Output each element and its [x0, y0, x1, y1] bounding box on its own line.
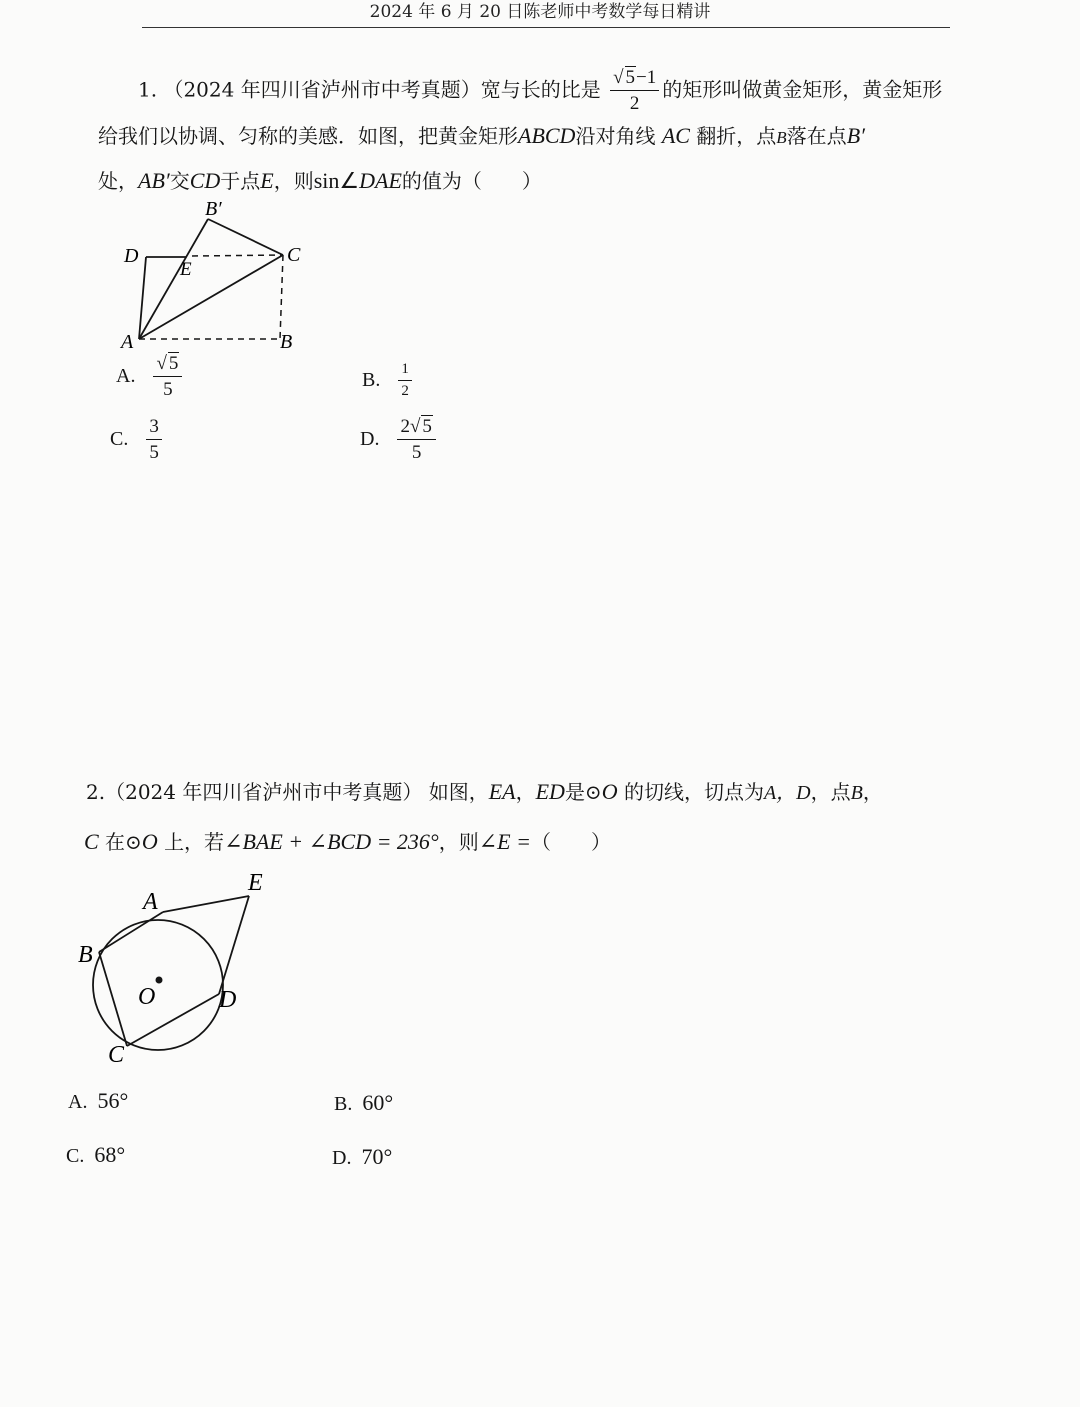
q1-option-b[interactable]	[362, 362, 415, 400]
q1-segment-bprime-c	[208, 219, 283, 255]
q1-label-e: E	[180, 259, 192, 280]
q1-rect-abcd: ABCD	[518, 123, 576, 148]
q1-point-b: B	[776, 128, 787, 147]
q1-segment-cd: CD	[189, 168, 221, 193]
q1-option-b-num: 1	[398, 362, 412, 381]
q1-option-b-den: 2	[401, 382, 409, 399]
q1-line2-text-c: 翻折，点	[696, 124, 777, 148]
q1-line-3	[98, 165, 542, 194]
q1-option-c-value	[146, 417, 162, 463]
q1-line-1	[138, 68, 942, 114]
q1-line3-text-a: 处，	[98, 169, 138, 193]
q2-point-c: C	[84, 829, 99, 854]
q1-segment-ab-prime: AB′	[138, 168, 170, 193]
q2-option-b-value: 60°	[362, 1090, 394, 1115]
q1-golden-ratio-fraction: $\frac{√ 5-1}{2}$	[610, 68, 659, 114]
q1-ratio-den: 2	[629, 92, 640, 114]
q1-segment-ec-dashed	[192, 255, 283, 256]
q1-label-b-prime: B′	[205, 198, 222, 220]
q2-line-2	[84, 826, 611, 855]
q1-option-c-num: 3	[146, 417, 162, 440]
q2-option-d-label: D.	[332, 1147, 352, 1169]
q2-line2-text-c: ，则	[438, 830, 479, 854]
q2-tangent-ae-line	[163, 896, 249, 912]
q2-tangent-points: A，D	[763, 782, 811, 804]
q1-text-before-frac: 宽与长的比是	[480, 77, 601, 102]
q2-line-1	[86, 776, 883, 805]
q2-line1-text-e: ，点	[810, 780, 851, 804]
q1-option-b-label: B.	[362, 369, 381, 392]
q2-circle	[93, 920, 223, 1050]
q2-line1-text-a: 如图，	[428, 780, 489, 804]
q1-option-a-label: A.	[116, 365, 136, 388]
q1-segment-a-bprime	[139, 219, 208, 339]
q2-answer-blank: （ ）	[530, 830, 611, 854]
q2-source: （2024 年四川省泸州市中考真题）	[105, 780, 423, 804]
q1-ratio-num-rest: −1	[636, 67, 657, 88]
q1-sin-angle: sin∠	[313, 168, 360, 193]
q1-line-2	[98, 120, 865, 149]
q1-source: （2024 年四川省泸州市中考真题）	[163, 77, 481, 102]
q1-segment-cb-dashed	[280, 255, 283, 339]
q1-golden-rectangle-figure	[110, 195, 330, 360]
q2-option-c-value: 68°	[94, 1142, 126, 1167]
q1-point-e: E	[260, 168, 274, 193]
q2-label-d: D	[219, 987, 237, 1013]
q1-point-b-prime: B′	[846, 123, 865, 148]
q2-option-c[interactable]	[66, 1142, 125, 1168]
q1-line3-text-c: 于点	[220, 169, 261, 193]
q1-label-a: A	[121, 331, 134, 353]
q2-line1-text-d: 的切线，切点为	[623, 780, 764, 804]
q1-diagonal-ac-line	[139, 255, 283, 339]
q2-option-a[interactable]	[68, 1088, 128, 1114]
q1-option-d-den: 5	[411, 441, 422, 463]
q2-line2-text-a: 在⊙	[105, 830, 142, 854]
q1-option-d-coef: 2	[400, 416, 410, 437]
q2-option-b-label: B.	[334, 1093, 353, 1115]
q1-line3-text-d: ，则	[273, 169, 314, 193]
q1-segment-ad	[139, 257, 146, 339]
q1-option-a-value: $\frac{√ 5}{5}$	[153, 354, 182, 400]
q2-angle-sum-expression: ∠BAE + ∠BCD = 236°	[224, 829, 439, 854]
q1-number: 1.	[138, 77, 158, 102]
q2-line1-text-f: ，	[862, 780, 883, 804]
q1-option-d-value: $\frac{2√ 5}{5}$	[397, 417, 435, 463]
q1-option-d-label: D.	[360, 428, 380, 451]
q2-label-b: B	[78, 942, 93, 968]
q1-line2-text-d: 落在点	[786, 124, 847, 148]
q1-line2-text-a: 给我们以协调、匀称的美感．如图，把黄金矩形	[98, 124, 518, 148]
q1-line2-text-b: 沿对角线	[575, 124, 656, 148]
q2-option-a-label: A.	[68, 1091, 88, 1113]
q1-angle-dae: DAE	[359, 168, 402, 193]
q2-point-b: B	[850, 782, 863, 804]
q2-circle-o: O	[601, 779, 618, 804]
q2-tangent-ed-line	[219, 896, 249, 994]
q1-line3-text-e: 的值为（ ）	[401, 169, 542, 193]
page-header: 2024 年 6 月 20 日陈老师中考数学每日精讲	[369, 2, 711, 22]
q1-option-a[interactable]	[116, 354, 185, 400]
q2-option-d[interactable]	[332, 1144, 392, 1170]
q2-label-a: A	[143, 889, 158, 915]
q1-option-a-radicand: 5	[168, 353, 179, 374]
q2-number: 2.	[86, 780, 106, 804]
q1-option-d-radicand: 5	[422, 416, 432, 437]
q2-line1-text-c: 是⊙	[564, 780, 602, 804]
q1-label-c: C	[287, 244, 301, 266]
q1-option-b-value	[398, 362, 412, 400]
q2-label-c: C	[108, 1042, 125, 1068]
q2-line1-text-b: ，	[515, 780, 536, 804]
q2-option-a-value: 56°	[97, 1088, 129, 1113]
q1-ratio-radicand: 5	[625, 67, 636, 88]
q2-tangent-ed: ED	[535, 779, 565, 804]
q1-option-c-den: 5	[149, 441, 159, 463]
q1-option-c[interactable]	[110, 417, 165, 463]
q2-circle-o-ref: O	[141, 829, 158, 854]
q2-center-dot	[156, 977, 163, 984]
q2-label-e: E	[248, 870, 263, 896]
q2-label-o: O	[138, 984, 156, 1010]
q2-option-b[interactable]	[334, 1090, 393, 1116]
header-rule	[142, 27, 950, 28]
q2-tangent-ea: EA	[488, 779, 516, 804]
q1-option-a-den: 5	[163, 378, 173, 400]
q1-line3-text-b: 交	[169, 169, 190, 193]
q2-option-c-label: C.	[66, 1145, 85, 1167]
q1-label-d: D	[124, 245, 139, 267]
q2-option-d-value: 70°	[361, 1144, 393, 1169]
q1-label-b: B	[280, 331, 293, 353]
q2-chord-ba	[99, 912, 163, 952]
q1-option-d[interactable]	[360, 417, 439, 463]
q2-line2-text-b: 上，若	[164, 830, 225, 854]
q2-angle-e-query: ∠E =	[478, 829, 531, 854]
q1-text-after-frac: 的矩形叫做黄金矩形，黄金矩形	[662, 77, 943, 102]
q1-diagonal-ac: AC	[661, 123, 690, 148]
q2-circle-tangent-figure	[70, 865, 290, 1075]
q1-option-c-label: C.	[110, 428, 129, 451]
